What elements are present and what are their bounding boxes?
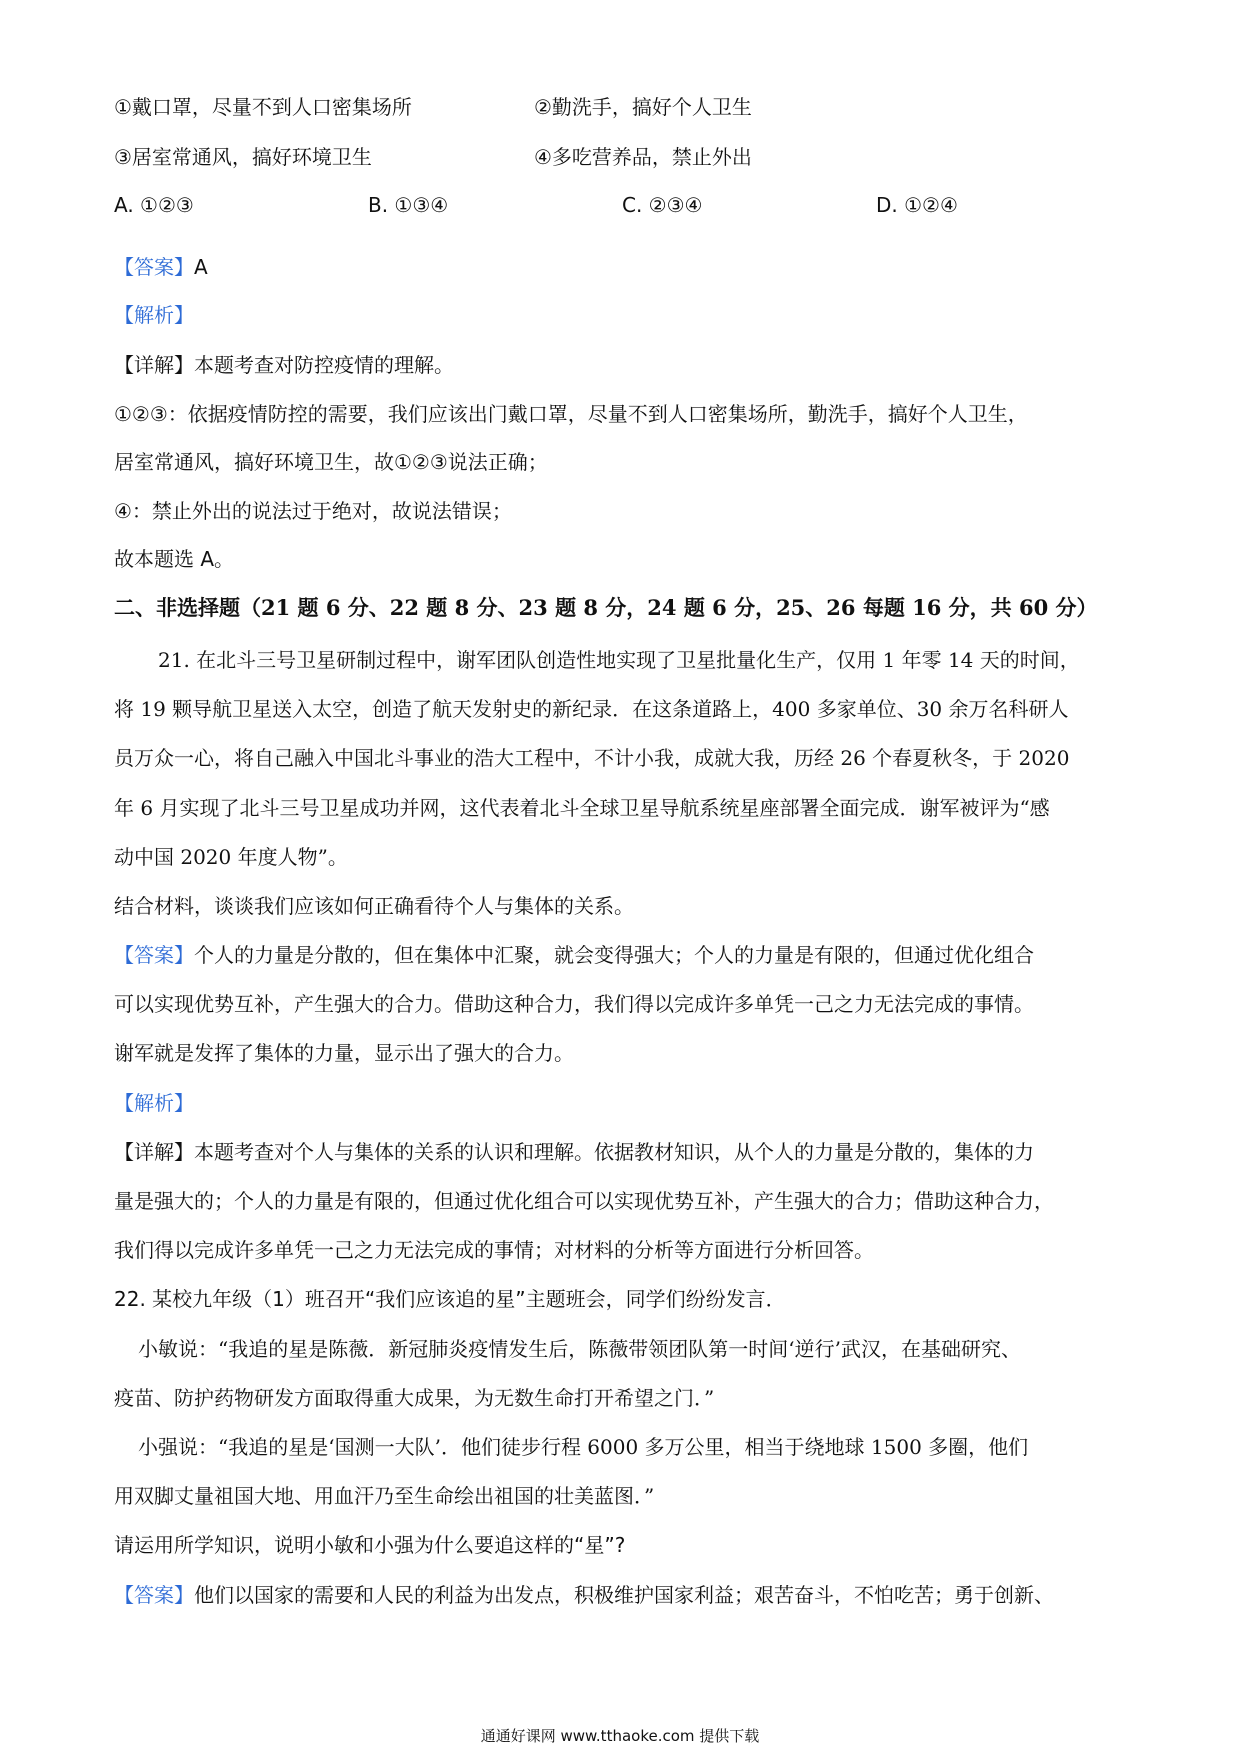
page-footer: 通通好课网 www.tthaoke.com 提供下载 <box>480 1727 760 1745</box>
q20-detail <box>114 350 1126 380</box>
q21-question: 结合材料，谈谈我们应该如何正确看待个人与集体的关系。 <box>114 894 634 918</box>
q21-detail <box>114 1137 1126 1167</box>
q21-material-line: 动中国 2020 年度人物”。 <box>114 845 348 869</box>
choice-c: C. ②③④ <box>622 193 703 217</box>
q21-material-line: 将 19 颗导航卫星送入太空，创造了航天发射史的新纪录．在这条道路上，400 多家单位、30 余万名科研人 <box>114 697 1069 721</box>
q20-detail-line-2: 居室常通风，搞好环境卫生，故①②③说法正确； <box>114 450 548 474</box>
answer-tag: 【答案】 <box>114 943 194 967</box>
q20-detail-line-1: ①②③：依据疫情防控的需要，我们应该出门戴口罩，尽量不到人口密集场所，勤洗手，搞好个人卫生， <box>114 402 1028 426</box>
q21-answer-line: 谢军就是发挥了集体的力量，显示出了强大的合力。 <box>114 1041 574 1065</box>
q21-analysis-tag: 【解析】 <box>114 1091 194 1115</box>
answer-text: A <box>194 255 208 279</box>
q21-material-line: 21. 在北斗三号卫星研制过程中，谢军团队创造性地实现了卫星批量化生产，仅用 1 年零 14 天的时间， <box>158 648 1080 672</box>
q22-intro: 22. 某校九年级（1）班召开“我们应该追的星”主题班会，同学们纷纷发言． <box>114 1287 786 1311</box>
choice-b: B. ①③④ <box>368 193 449 217</box>
q22-question: 请运用所学知识，说明小敏和小强为什么要追这样的“星”? <box>114 1533 626 1557</box>
option-4: ④多吃营养品，禁止外出 <box>534 145 752 169</box>
q21-material-line: 年 6 月实现了北斗三号卫星成功并网，这代表着北斗全球卫星导航系统星座部署全面完成．谢军被评为“感 <box>114 796 1050 820</box>
q20-detail-line-4: 故本题选 A。 <box>114 547 235 571</box>
q22-material-line: 小敏说：“我追的星是陈薇．新冠肺炎疫情发生后，陈薇带领团队第一时间‘逆行’武汉，在基础研究、 <box>138 1337 1021 1361</box>
q22-material-line: 小强说：“我追的星是‘国测一大队’．他们徒步行程 6000 多万公里，相当于绕地球 1500 多圈，他们 <box>138 1435 1029 1459</box>
q21-detail-line: 我们得以完成许多单凭一己之力无法完成的事情；对材料的分析等方面进行分析回答。 <box>114 1238 874 1262</box>
option-2: ②勤洗手，搞好个人卫生 <box>534 95 752 119</box>
q20-answer <box>114 252 1126 282</box>
q21-material-line: 员万众一心，将自己融入中国北斗事业的浩大工程中，不计小我，成就大我，历经 26 个春夏秋冬，于 2020 <box>114 746 1070 770</box>
q22-material-line: 用双脚丈量祖国大地、用血汗乃至生命绘出祖国的壮美蓝图．” <box>114 1484 655 1508</box>
answer-text: 他们以国家的需要和人民的利益为出发点，积极维护国家利益；艰苦奋斗，不怕吃苦；勇于创新、 <box>194 1583 1054 1607</box>
q21-detail-line: 量是强大的；个人的力量是有限的，但通过优化组合可以实现优势互补，产生强大的合力；借助这种合力， <box>114 1189 1054 1213</box>
q20-analysis-tag: 【解析】 <box>114 303 194 327</box>
answer-text: 个人的力量是分散的，但在集体中汇聚，就会变得强大；个人的力量是有限的，但通过优化组合 <box>194 943 1034 967</box>
section-heading: 二、非选择题（21 题 6 分、22 题 8 分、23 题 8 分，24 题 6 分，25、26 每题 16 分，共 60 分） <box>114 595 1098 620</box>
detail-text: 本题考查对个人与集体的关系的认识和理解。依据教材知识，从个人的力量是分散的，集体的力 <box>194 1140 1034 1164</box>
q22-answer <box>114 1580 1126 1610</box>
option-3: ③居室常通风，搞好环境卫生 <box>114 145 372 169</box>
q22-material-line: 疫苗、防护药物研发方面取得重大成果，为无数生命打开希望之门．” <box>114 1386 715 1410</box>
detail-text: 本题考查对防控疫情的理解。 <box>194 353 454 377</box>
choice-a: A. ①②③ <box>114 193 194 217</box>
answer-tag: 【答案】 <box>114 255 194 279</box>
q21-answer-line: 可以实现优势互补，产生强大的合力。借助这种合力，我们得以完成许多单凭一己之力无法完成的事情。 <box>114 992 1034 1016</box>
answer-tag: 【答案】 <box>114 1583 194 1607</box>
q20-detail-line-3: ④：禁止外出的说法过于绝对，故说法错误； <box>114 499 512 523</box>
q21-answer <box>114 940 1126 970</box>
detail-tag: 【详解】 <box>114 353 194 377</box>
detail-tag: 【详解】 <box>114 1140 194 1164</box>
choice-d: D. ①②④ <box>876 193 958 217</box>
option-1: ①戴口罩，尽量不到人口密集场所 <box>114 95 412 119</box>
